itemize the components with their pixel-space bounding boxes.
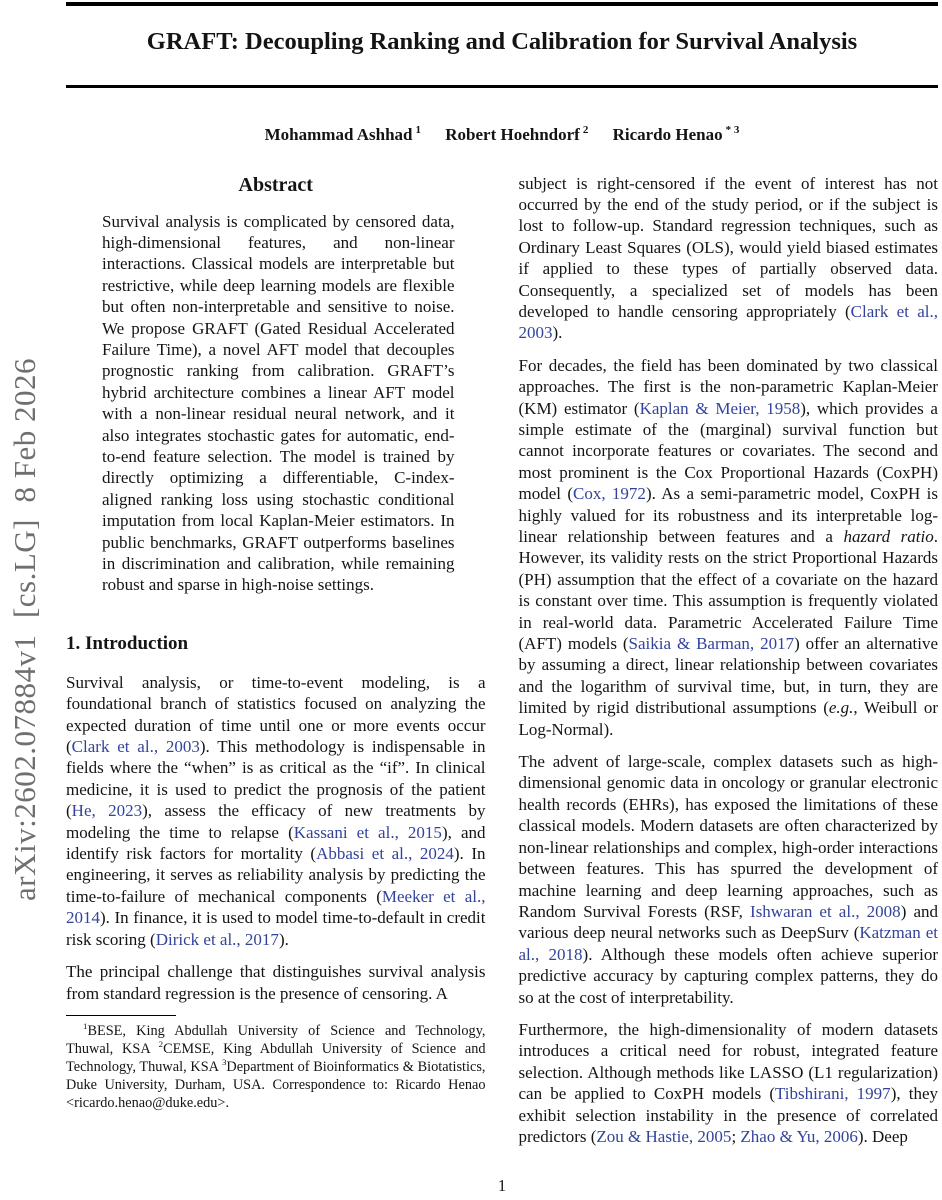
author-1-name: Mohammad Ashhad — [264, 124, 413, 144]
author-3-name: Ricardo Henao — [612, 124, 723, 144]
citation-link[interactable]: Ishwaran et al., 2008 — [750, 901, 901, 921]
author-3 — [613, 125, 740, 144]
citation-link[interactable]: Clark et al., 2003 — [518, 301, 938, 343]
citation-link[interactable]: Meeker et al., 2014 — [66, 886, 486, 928]
right-paragraph-4: Furthermore, the high-dimensionality of modern datasets introduces a critical need for robust, integrated feature selection. Although methods like LASSO (L1 regularization) can be applied to CoxPH models (Tibshirani, 1997), they exhibit selection instability in the presence of correlated predictors (Zou & Hastie, 2005; Zhao & Yu, 2006). Deep — [518, 1019, 938, 1146]
citation-link[interactable]: Katzman et al., 2018 — [518, 923, 938, 964]
two-column-body — [66, 173, 938, 1159]
author-2-name: Robert Hoehndorf — [445, 124, 580, 144]
author-3-affiliation-mark: * 3 — [725, 123, 740, 136]
author-2-affiliation-mark: 2 — [582, 123, 589, 136]
right-paragraph-2: For decades, the field has been dominated by two classical approaches. The first is the non-parametric Kaplan-Meier (KM) estimator (Kaplan & Meier, 1958), which provides a simple estimate of the (marginal) survival function but cannot incorporate features or covariates. The second and most prominent is the Cox Proportional Hazards (CoxPH) model (Cox, 1972). As a semi-parametric model, CoxPH is highly valued for its robustness and its interpretable log-linear relationship between features and a hazard ratio. However, its validity rests on the strict Proportional Hazards (PH) assumption that the effect of a covariate on the hazard is constant over time. This assumption is frequently violated in real-world data. Parametric Accelerated Failure Time (AFT) models (Saikia & Barman, 2017) offer an alternative by assuming a direct, linear relationship between covariates and the logarithm of survival time, but, in turn, they are limited by rigid distributional assumptions (e.g., Weibull or Log-Normal). — [518, 355, 938, 739]
intro-paragraph-1: Survival analysis, or time-to-event modeling, is a foundational branch of statistics focused on analyzing the expected duration of time until one or more events occur (Clark et al., 2003). This methodology is indispensable in fields where the “when” is as critical as the “if”. In clinical medicine, it is used to predict the prognosis of the patient (He, 2023), assess the efficacy of new treatments by modeling the time to relapse (Kassani et al., 2015), and identify risk factors for mortality (Abbasi et al., 2024). In engineering, it serves as reliability analysis by predicting the time-to-failure of mechanical components (Meeker et al., 2014). In finance, it is used to model time-to-default in credit risk scoring (Dirick et al., 2017). — [66, 672, 486, 949]
author-2 — [445, 125, 588, 144]
citation-link[interactable]: Kassani et al., 2015 — [293, 822, 442, 842]
citation-link[interactable]: Abbasi et al., 2024 — [316, 844, 454, 864]
abstract-heading: Abstract — [238, 173, 313, 196]
citation-link[interactable]: Kaplan & Meier, 1958 — [639, 398, 801, 418]
footnote-text: $^1$BESE, King Abdullah University of Science and Technology, Thuwal, KSA $^2$CEMSE, King Abdullah University of Science and Technology, Thuwal, KSA $^3$Department of Bioinformatics & Biotatistics, Duke University, Durham, USA. Correspondence to: Ricardo Henao <ricardo.henao@duke.edu>. — [66, 1021, 486, 1111]
title-divider-rule — [66, 85, 938, 88]
right-column — [519, 173, 939, 1159]
arxiv-watermark: arXiv:2602.07884v1 [cs.LG] 8 Feb 2026 — [7, 358, 42, 901]
page-number: 1 — [497, 1176, 507, 1195]
citation-link[interactable]: Saikia & Barman, 2017 — [628, 634, 795, 654]
author-line — [66, 124, 938, 146]
top-rule — [66, 2, 938, 6]
author-1-affiliation-mark: 1 — [415, 123, 421, 136]
intro-paragraph-2: The principal challenge that distinguishes survival analysis from standard regression is the presence of censoring. A — [66, 962, 486, 1003]
right-paragraph-1: subject is right-censored if the event of interest has not occurred by the end of the study period, or if the subject is lost to follow-up. Standard regression techniques, such as Ordinary Least Squares (OLS), would yield biased estimates if applied to these types of partially observed data. Consequently, a specialized set of models has been developed to handle censoring appropriately (Clark et al., 2003). — [518, 173, 938, 343]
citation-link[interactable]: Clark et al., 2003 — [71, 737, 200, 757]
right-paragraph-3: The advent of large-scale, complex datasets such as high-dimensional genomic data in oncology or granular electronic health records (EHRs), has exposed the limitations of these classical models. Modern datasets are often characterized by non-linear relationships and complex, high-order interactions between features. This has spurred the development of machine learning and deep learning approaches, such as Random Survival Forests (RSF, Ishwaran et al., 2008) and various deep neural networks such as DeepSurv (Katzman et al., 2018). Although these models often achieve superior predictive accuracy by capturing complex patterns, they do so at the cost of interpretability. — [518, 752, 938, 1007]
abstract-text: Survival analysis is complicated by censored data, high-dimensional features, and non-linear interactions. Classical models are interpretable but restrictive, while deep learning models are flexible but often non-interpretable and sensitive to noise. We propose GRAFT (Gated Residual Accelerated Failure Time), a novel AFT model that decouples prognostic ranking from calibration. GRAFT’s hybrid architecture combines a linear AFT model with a non-linear residual neural network, and it also integrates stochastic gates for automatic, end-to-end feature selection. The model is trained by directly optimizing a differentiable, C-index-aligned ranking loss using stochastic conditional imputation from local Kaplan-Meier estimators. In public benchmarks, GRAFT outperforms baselines in discrimination and calibration, while remaining robust and sparse in high-noise settings. — [102, 211, 455, 595]
citation-link[interactable]: He, 2023 — [71, 801, 143, 821]
citation-link[interactable]: Zhao & Yu, 2006 — [740, 1126, 858, 1146]
paper-content — [66, 0, 938, 1158]
citation-link[interactable]: Tibshirani, 1997 — [775, 1084, 891, 1104]
section-heading-introduction: 1. Introduction — [66, 632, 189, 654]
footnote-block — [66, 1015, 486, 1112]
footnote-rule — [66, 1015, 176, 1017]
author-1 — [265, 125, 421, 144]
citation-link[interactable]: Cox, 1972 — [573, 484, 646, 504]
citation-link[interactable]: Zou & Hastie, 2005 — [596, 1126, 732, 1146]
citation-link[interactable]: Dirick et al., 2017 — [155, 929, 279, 949]
paper-title: GRAFT: Decoupling Ranking and Calibration for Survival Analysis — [146, 28, 858, 55]
left-column — [66, 173, 486, 1113]
